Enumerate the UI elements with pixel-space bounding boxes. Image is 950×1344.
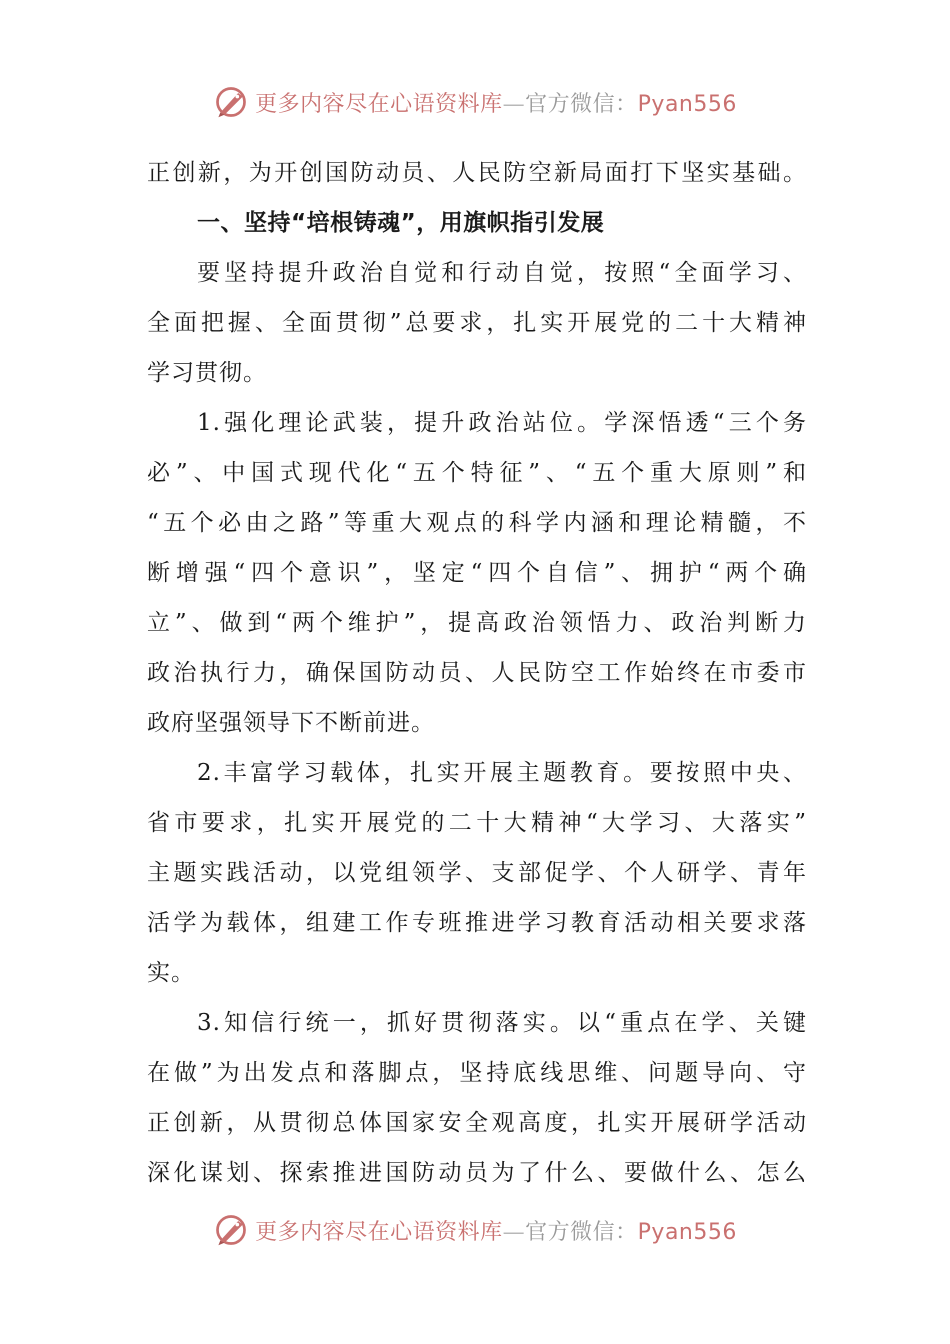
document-body [147, 148, 807, 1198]
body-line: 正创新，从贯彻总体国家安全观高度，扎实开展研学活动 [147, 1110, 807, 1136]
body-line: 政府坚强领导下不断前进。 [147, 710, 435, 736]
watermark-label: 官方微信： [525, 1219, 638, 1245]
watermark-separator: — [502, 1219, 526, 1245]
body-line: 政治执行力，确保国防动员、人民防空工作始终在市委市 [147, 660, 807, 686]
pen-nib-logo-icon [213, 84, 249, 120]
body-line: 主题实践活动，以党组领学、支部促学、个人研学、青年 [147, 860, 807, 886]
body-line: 省市要求，扎实开展党的二十大精神“大学习、大落实” [147, 810, 807, 836]
watermark-banner-top [0, 82, 950, 122]
body-line: 2.丰富学习载体，扎实开展主题教育。要按照中央、 [197, 760, 807, 786]
body-line: 断增强“四个意识”，坚定“四个自信”、拥护“两个确 [147, 560, 807, 586]
pen-nib-logo-icon [213, 1212, 249, 1248]
watermark-main-text: 更多内容尽在心语资料库 [255, 1219, 503, 1245]
body-line: 全面把握、全面贯彻”总要求，扎实开展党的二十大精神 [147, 310, 807, 336]
watermark-text [255, 1215, 737, 1246]
watermark-banner-bottom [0, 1210, 950, 1250]
body-line: 正创新，为开创国防动员、人民防空新局面打下坚实基础。 [147, 160, 807, 186]
watermark-wechat-id: Pyan556 [637, 1219, 737, 1245]
body-line: 3.知信行统一，抓好贯彻落实。以“重点在学、关键 [197, 1010, 807, 1036]
watermark-separator: — [502, 91, 526, 117]
body-line: 要坚持提升政治自觉和行动自觉，按照“全面学习、 [197, 260, 807, 286]
body-line: 活学为载体，组建工作专班推进学习教育活动相关要求落 [147, 910, 807, 936]
body-line: 学习贯彻。 [147, 360, 267, 386]
body-line: 深化谋划、探索推进国防动员为了什么、要做什么、怎么 [147, 1160, 807, 1186]
body-line: 在做”为出发点和落脚点，坚持底线思维、问题导向、守 [147, 1060, 807, 1086]
body-line: 必”、中国式现代化“五个特征”、“五个重大原则”和 [147, 460, 807, 486]
watermark-text [255, 87, 737, 118]
watermark-main-text: 更多内容尽在心语资料库 [255, 91, 503, 117]
body-line: 实。 [147, 960, 195, 986]
section-heading: 一、坚持“培根铸魂”，用旗帜指引发展 [197, 210, 605, 236]
watermark-wechat-id: Pyan556 [637, 91, 737, 117]
body-line: 1.强化理论武装，提升政治站位。学深悟透“三个务 [197, 410, 807, 436]
body-line: 立”、做到“两个维护”，提高政治领悟力、政治判断力 [147, 610, 807, 636]
watermark-label: 官方微信： [525, 91, 638, 117]
body-line: “五个必由之路”等重大观点的科学内涵和理论精髓，不 [147, 510, 807, 536]
